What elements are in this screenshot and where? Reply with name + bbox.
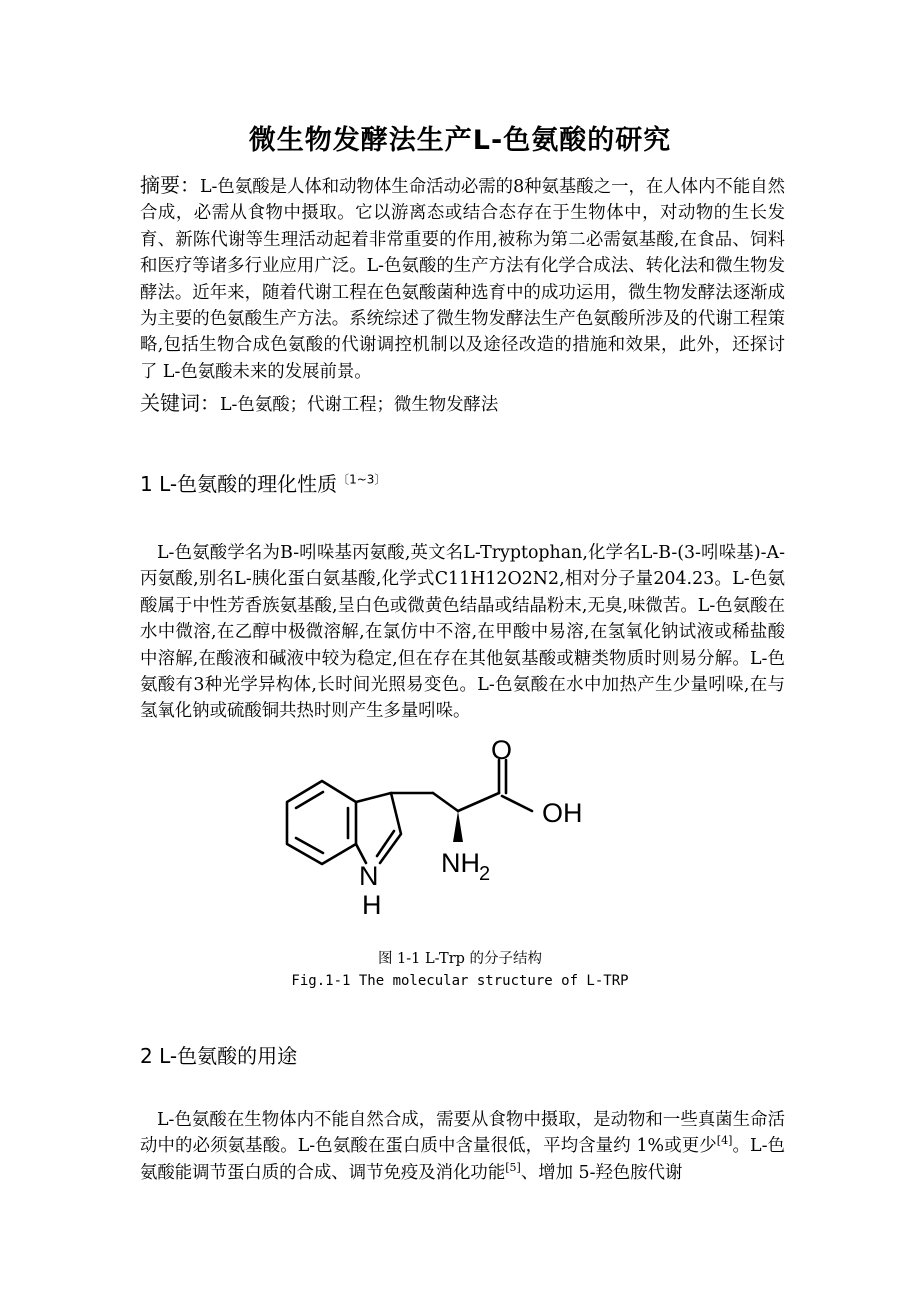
section-1-citation: 〔1~3〕 <box>337 472 387 487</box>
section-2-heading: 2 L-色氨酸的用途 <box>140 1044 298 1068</box>
section-2-text-1: L-色氨酸在生物体内不能自然合成，需要从食物中摄取，是动物和一些真菌生命活动中的必须氨基酸。L-色氨酸在蛋白质中含量很低，平均含量约 1%或更少 <box>140 1110 785 1157</box>
atom-oh: OH <box>542 798 583 828</box>
atom-nh2: NH <box>441 848 480 878</box>
atom-h: H <box>362 890 382 920</box>
keywords-line <box>140 390 785 418</box>
section-2-paragraph <box>140 1107 785 1186</box>
atom-nh2-subscript: 2 <box>479 863 491 885</box>
atom-o: O <box>491 738 513 765</box>
wedge-bond <box>453 811 463 842</box>
tryptophan-structure-figure <box>262 738 607 936</box>
citation-4: [4] <box>716 1134 733 1148</box>
section-1-heading <box>140 468 386 497</box>
citation-5: [5] <box>505 1161 521 1175</box>
section-1-paragraph: L-色氨酸学名为B-吲哚基丙氨酸,英文名L-Tryptophan,化学名L-B-(3-吲哚基)-A-丙氨酸,别名L-胰化蛋白氨基酸,化学式C11H12O2N2,相对分子量204.23。L-色氨酸属于中性芳香族氨基酸,呈白色或微黄色结晶或结晶粉末,无臭,味微苦。L-色氨酸在水中微溶,在乙醇中极微溶解,在氯仿中不溶,在甲酸中易溶,在氢氧化钠试液或稀盐酸中溶解,在酸液和碱液中较为稳定,但在存在其他氨基酸或糖类物质时则易分解。L-色氨酸有3种光学异构体,长时间光照易变色。L-色氨酸在水中加热产生少量吲哚,在与氢氧化钠或硫酸铜共热时则产生多量吲哚。 <box>140 543 785 722</box>
figure-caption-en: Fig.1-1 The molecular structure of L-TRP <box>291 973 629 989</box>
section-2-text-3: 、增加 5-羟色胺代谢 <box>520 1162 683 1183</box>
atom-n: N <box>359 861 379 891</box>
abstract-text: L-色氨酸是人体和动物体生命活动必需的8种氨基酸之一，在人体内不能自然合成，必需从食物中摄取。它以游离态或结合态存在于生物体中，对动物的生长发育、新陈代谢等生理活动起着非常重要的作用,被称为第二必需氨基酸,在食品、饲料和医疗等诸多行业应用广泛。L-色氨酸的生产方法有化学合成法、转化法和微生物发酵法。近年来，随着代谢工程在色氨酸菌种选育中的成功运用，微生物发酵法逐渐成为主要的色氨酸生产方法。系统综述了微生物发酵法生产色氨酸所涉及的代谢工程策略,包括生物合成色氨酸的代谢调控机制以及途径改造的措施和效果，此外，还探讨了 L-色氨酸未来的发展前景。 <box>140 177 785 382</box>
keywords-text: L-色氨酸；代谢工程；微生物发酵法 <box>220 395 499 415</box>
keywords-label: 关键词： <box>140 391 220 415</box>
abstract-paragraph <box>140 172 785 385</box>
figure-caption-cn: 图 1-1 L-Trp 的分子结构 <box>377 951 543 967</box>
section-2-text-2: 。L-色氨酸能调节蛋白质的合成、调节免疫及消化功能 <box>140 1136 785 1183</box>
paper-title: 微生物发酵法生产L-色氨酸的研究 <box>248 125 672 156</box>
section-1-title: 1 L-色氨酸的理化性质 <box>140 472 338 496</box>
abstract-label: 摘要： <box>140 173 200 197</box>
